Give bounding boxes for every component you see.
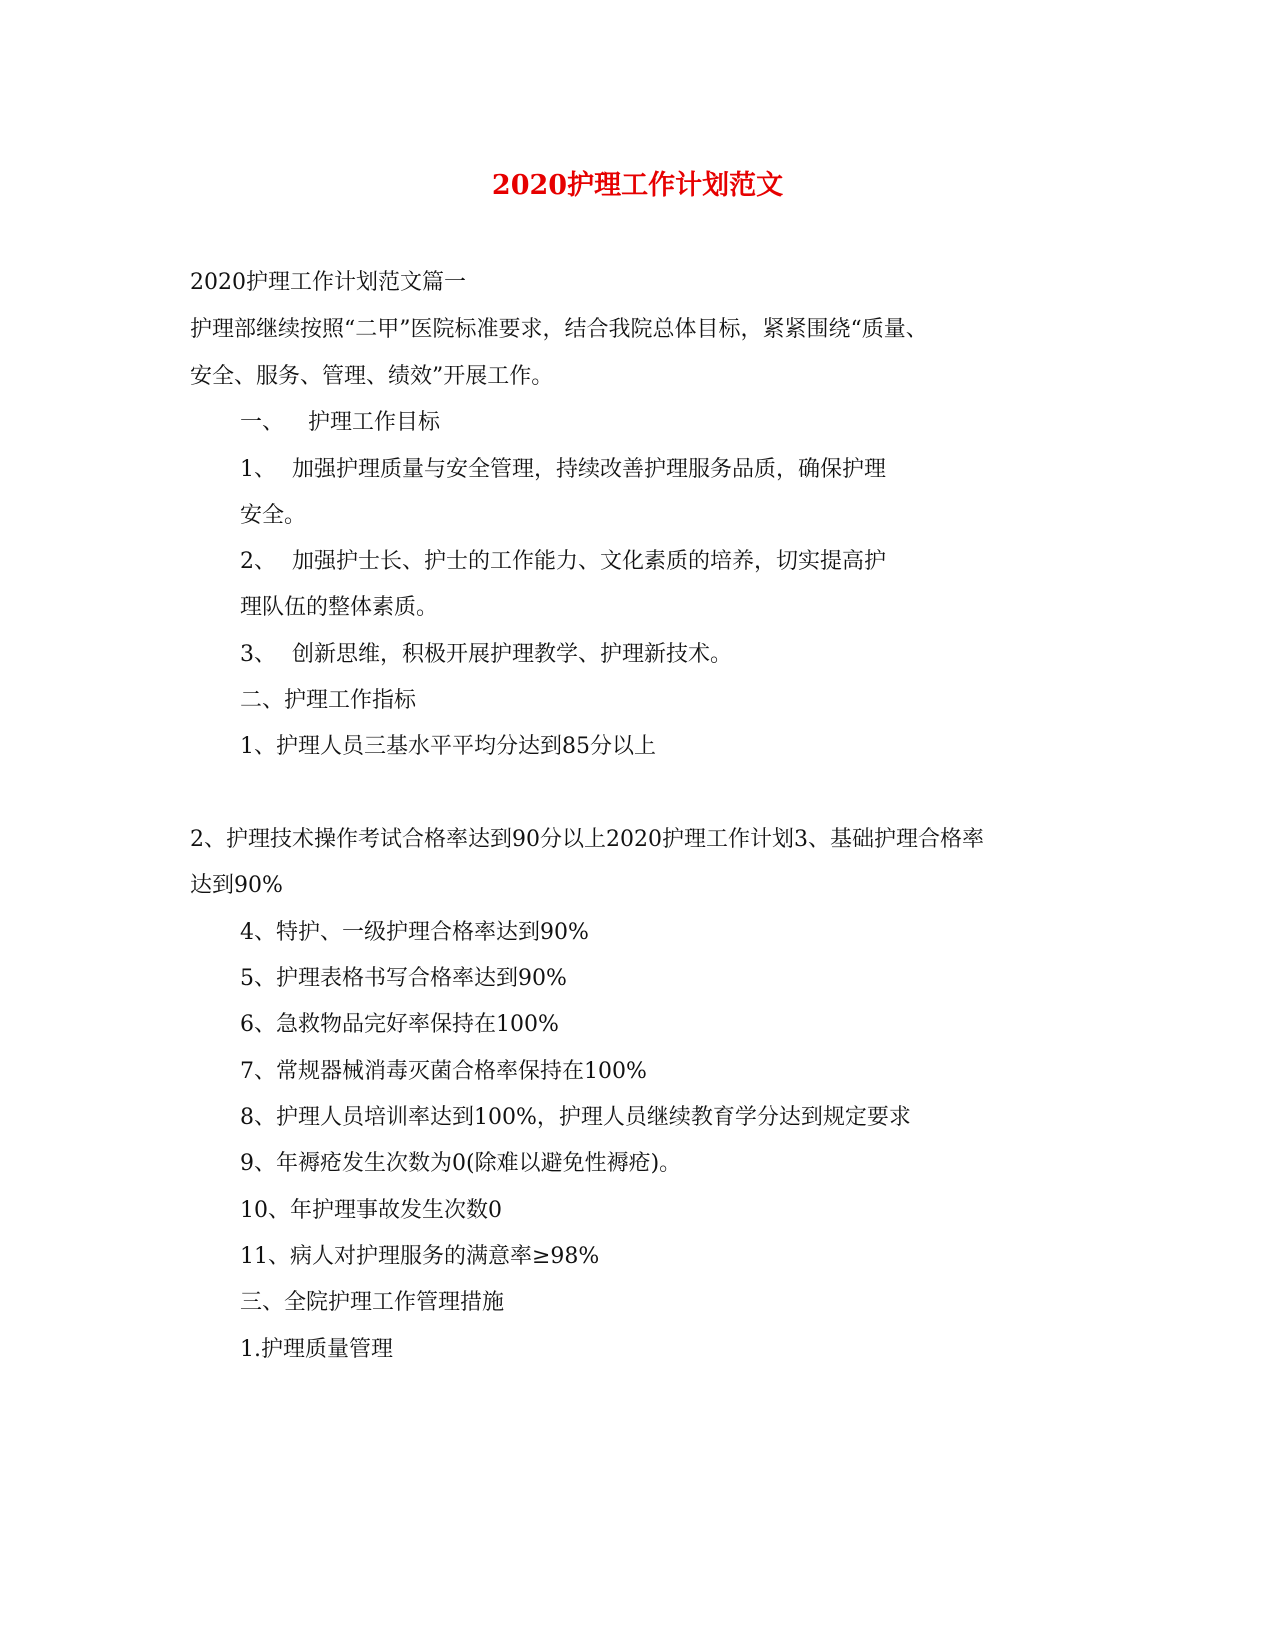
indicator-item-6: 6、急救物品完好率保持在100% [240, 1012, 559, 1037]
indicator-item-11: 11、病人对护理服务的满意率≥98% [240, 1244, 600, 1269]
goal-item-1 [240, 455, 886, 485]
goal-item-2-cont: 理队伍的整体素质。 [240, 595, 439, 620]
indicator-item-4: 4、特护、一级护理合格率达到90% [240, 920, 589, 945]
intro-line-1: 护理部继续按照“二甲”医院标准要求，结合我院总体目标，紧紧围绕“质量、 [190, 317, 928, 342]
section1-heading-text: 护理工作目标 [308, 410, 441, 435]
section1-heading [240, 408, 440, 438]
section3-sub1: 1.护理质量管理 [240, 1337, 393, 1362]
section3-heading: 三、全院护理工作管理措施 [240, 1290, 505, 1315]
indicator-item-7: 7、常规器械消毒灭菌合格率保持在100% [240, 1059, 647, 1084]
indicator-item-8: 8、护理人员培训率达到100%，护理人员继续教育学分达到规定要求 [240, 1105, 911, 1130]
goal-item-2 [240, 547, 886, 577]
indicator-item-2-line-2: 达到90% [190, 873, 283, 898]
subtitle: 2020护理工作计划范文篇一 [190, 270, 466, 295]
goal-item-1-text: 加强护理质量与安全管理，持续改善护理服务品质，确保护理 [292, 457, 887, 482]
intro-line-2: 安全、服务、管理、绩效”开展工作。 [190, 364, 554, 389]
indicator-item-5: 5、护理表格书写合格率达到90% [240, 966, 567, 991]
goal-item-2-text: 加强护士长、护士的工作能力、文化素质的培养，切实提高护 [292, 549, 887, 574]
goal-item-3 [240, 640, 732, 670]
goal-item-1-num: 1、 [240, 457, 276, 482]
indicator-item-9: 9、年褥疮发生次数为0(除难以避免性褥疮)。 [240, 1151, 682, 1176]
indicator-item-2-line-1: 2、护理技术操作考试合格率达到90分以上2020护理工作计划3、基础护理合格率 [190, 827, 984, 852]
goal-item-3-text: 创新思维，积极开展护理教学、护理新技术。 [292, 642, 733, 667]
goal-item-2-num: 2、 [240, 549, 276, 574]
goal-item-3-num: 3、 [240, 642, 276, 667]
indicator-item-10: 10、年护理事故发生次数0 [240, 1198, 502, 1223]
indicator-item-1: 1、护理人员三基水平平均分达到85分以上 [240, 734, 656, 759]
section1-number: 一、 [240, 410, 285, 435]
goal-item-1-cont: 安全。 [240, 503, 307, 528]
section2-heading: 二、护理工作指标 [240, 688, 417, 713]
document-title: 2020护理工作计划范文 [491, 170, 784, 201]
